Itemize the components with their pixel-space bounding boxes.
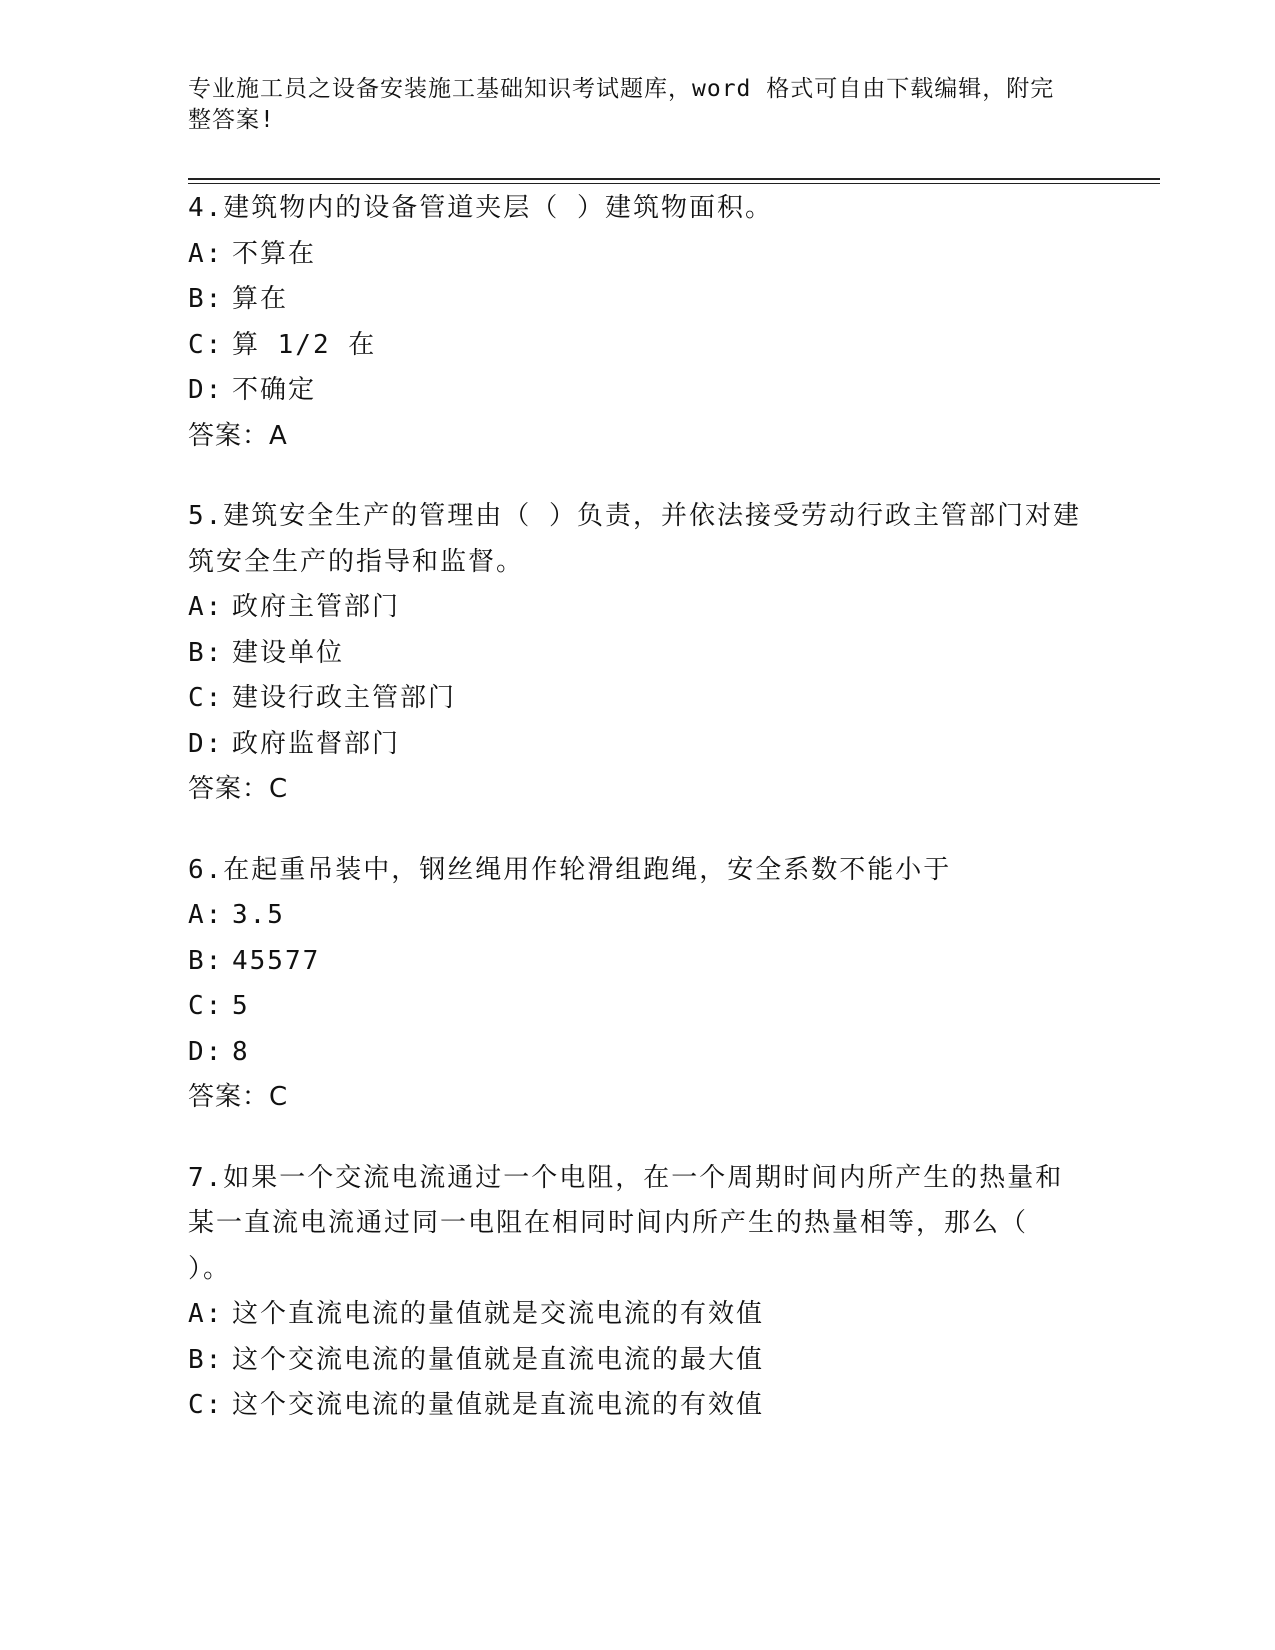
answer-line: 答案：A: [188, 420, 288, 451]
question-item: [188, 494, 1088, 813]
option-a: [188, 893, 1088, 939]
question-stem: 7.如果一个交流电流通过一个电阻，在一个周期时间内所产生的热量和某一直流电流通过同一电阻在相同时间内所产生的热量相等，那么（ ）。: [188, 1162, 1064, 1284]
answer-line: 答案：C: [188, 1082, 289, 1112]
answer-line: 答案：C: [188, 774, 289, 804]
option-text: 45577: [232, 945, 321, 976]
option-text: 建设单位: [232, 637, 345, 668]
option-d: [188, 1030, 1088, 1076]
option-b: [188, 631, 1088, 677]
option-letter: B:: [188, 284, 224, 314]
option-b: [188, 939, 1088, 985]
option-text: 算 1/2 在: [232, 329, 377, 360]
question-stem: 6.在起重吊装中，钢丝绳用作轮滑组跑绳，安全系数不能小于: [188, 854, 952, 885]
option-letter: B:: [188, 1344, 224, 1375]
option-letter: A:: [188, 900, 224, 930]
option-d: [188, 368, 1088, 414]
option-letter: C:: [188, 683, 224, 713]
option-text: 政府主管部门: [232, 592, 401, 622]
option-text: 这个交流电流的量值就是直流电流的最大值: [232, 1344, 765, 1375]
option-c: [188, 323, 1088, 369]
option-text: 政府监督部门: [232, 728, 401, 759]
option-text: 建设行政主管部门: [232, 683, 457, 713]
option-letter: D:: [188, 728, 224, 759]
option-b: [188, 1338, 1088, 1384]
header-rule-thick: [188, 178, 1160, 180]
option-text: 这个交流电流的量值就是直流电流的有效值: [232, 1390, 765, 1420]
option-letter: A:: [188, 238, 224, 269]
question-item: [188, 186, 1088, 459]
option-text: 8: [232, 1036, 250, 1067]
option-letter: C:: [188, 991, 224, 1021]
option-letter: C:: [188, 1390, 224, 1420]
option-letter: D:: [188, 1036, 224, 1067]
option-text: 不确定: [232, 375, 317, 405]
option-b: [188, 277, 1088, 323]
option-a: [188, 232, 1088, 278]
option-letter: A:: [188, 592, 224, 622]
option-letter: B:: [188, 945, 224, 976]
option-c: [188, 984, 1088, 1030]
question-stem: 5.建筑安全生产的管理由（ ）负责，并依法接受劳动行政主管部门对建筑安全生产的指导和监督。: [188, 501, 1081, 577]
option-text: 5: [232, 991, 250, 1021]
question-list: [188, 186, 1088, 1464]
header-rule-thin: [188, 183, 1160, 184]
option-text: 不算在: [232, 238, 317, 269]
option-a: [188, 1292, 1088, 1338]
option-letter: A:: [188, 1299, 224, 1329]
option-letter: B:: [188, 637, 224, 668]
document-header: 专业施工员之设备安装施工基础知识考试题库，word 格式可自由下载编辑，附完整答案!: [188, 76, 1055, 133]
option-letter: D:: [188, 375, 224, 405]
option-a: [188, 585, 1088, 631]
option-c: [188, 676, 1088, 722]
question-item: [188, 848, 1088, 1121]
option-d: [188, 722, 1088, 768]
option-text: 这个直流电流的量值就是交流电流的有效值: [232, 1299, 765, 1329]
option-c: [188, 1383, 1088, 1429]
option-letter: C:: [188, 329, 224, 360]
option-text: 3.5: [232, 900, 285, 930]
option-text: 算在: [232, 284, 289, 314]
question-item: [188, 1156, 1088, 1429]
question-stem: 4.建筑物内的设备管道夹层（ ）建筑物面积。: [188, 193, 773, 223]
